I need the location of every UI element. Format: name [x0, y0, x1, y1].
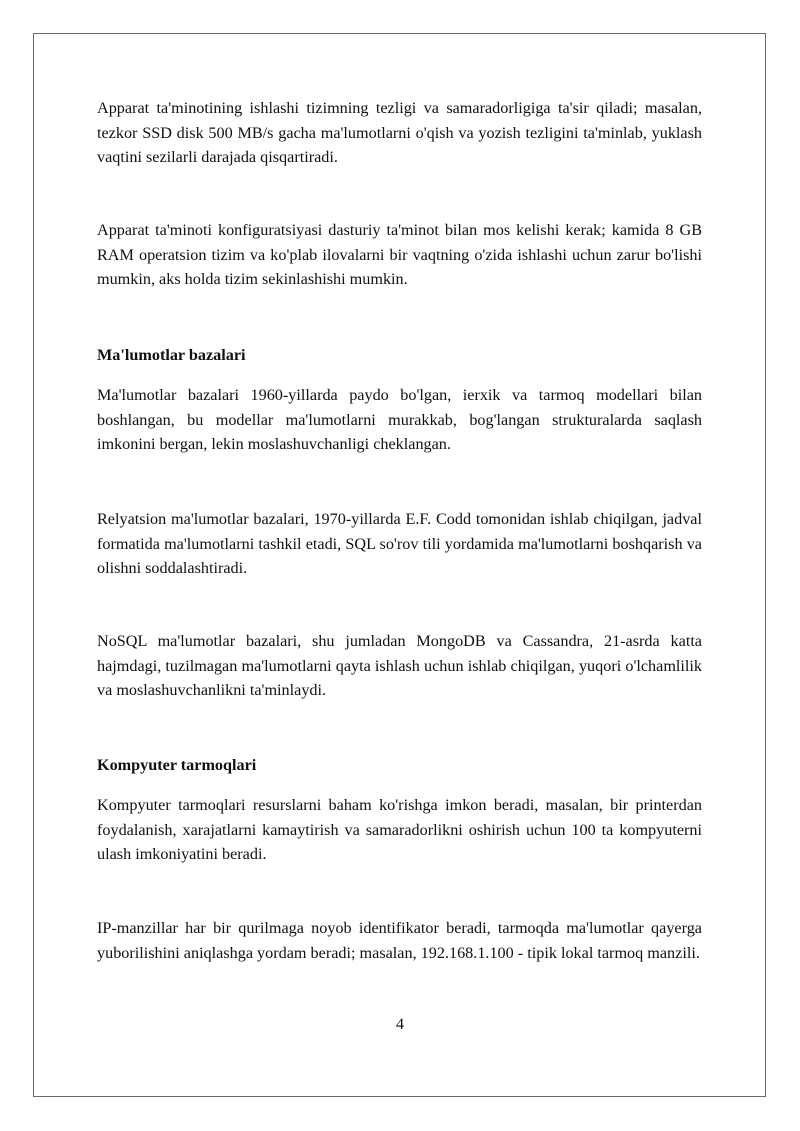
paragraph-hardware-performance: Apparat ta'minotining ishlashi tizimning tezligi va samaradorligiga ta'sir qiladi; masalan, tezkor SSD disk 500 MB/s gacha ma'lumotlarni o'qish va yozish tezligini ta'minlab, yuklash vaqtini sezilarli darajada qisqartiradi.	[97, 99, 702, 166]
section-heading-databases: Ma'lumotlar bazalari	[97, 346, 246, 364]
paragraph-relational-databases: Relyatsion ma'lumotlar bazalari, 1970-yillarda E.F. Codd tomonidan ishlab chiqilgan, jadval formatida ma'lumotlarni tashkil etadi, SQL so'rov tili yordamida ma'lumotlarni boshqarish va olishni soddalashtiradi.	[97, 510, 702, 577]
paragraph-ip-addresses: IP-manzillar har bir qurilmaga noyob identifikator beradi, tarmoqda ma'lumotlar qayerga yuborilishini aniqlashga yordam beradi; masalan, 192.168.1.100 - tipik lokal tarmoq manzili.	[97, 919, 702, 962]
page-number: 4	[396, 1016, 404, 1033]
paragraph-hardware-configuration: Apparat ta'minoti konfiguratsiyasi dasturiy ta'minot bilan mos kelishi kerak; kamida 8 GB RAM operatsion tizim va ko'plab ilovalarni bir vaqtning o'zida ishlashi uchun zarur bo'lishi mumkin, aks holda tizim sekinlashishi mumkin.	[97, 221, 702, 288]
section-heading-networks: Kompyuter tarmoqlari	[97, 756, 257, 774]
paragraph-database-history: Ma'lumotlar bazalari 1960-yillarda paydo bo'lgan, ierxik va tarmoq modellari bilan boshlangan, bu modellar ma'lumotlarni murakkab, bog'langan strukturalarda saqlash imkonini bergan, lekin moslashuvchanligi cheklangan.	[97, 386, 702, 453]
paragraph-nosql-databases: NoSQL ma'lumotlar bazalari, shu jumladan MongoDB va Cassandra, 21-asrda katta hajmdagi, tuzilmagan ma'lumotlarni qayta ishlash uchun ishlab chiqilgan, yuqori o'lchamlilik va moslashuvchanlikni ta'minlaydi.	[97, 632, 702, 699]
paragraph-network-resources: Kompyuter tarmoqlari resurslarni baham ko'rishga imkon beradi, masalan, bir printerdan foydalanish, xarajatlarni kamaytirish va samaradorlikni oshirish uchun 100 ta kompyuterni ulash imkoniyatini beradi.	[97, 796, 702, 863]
